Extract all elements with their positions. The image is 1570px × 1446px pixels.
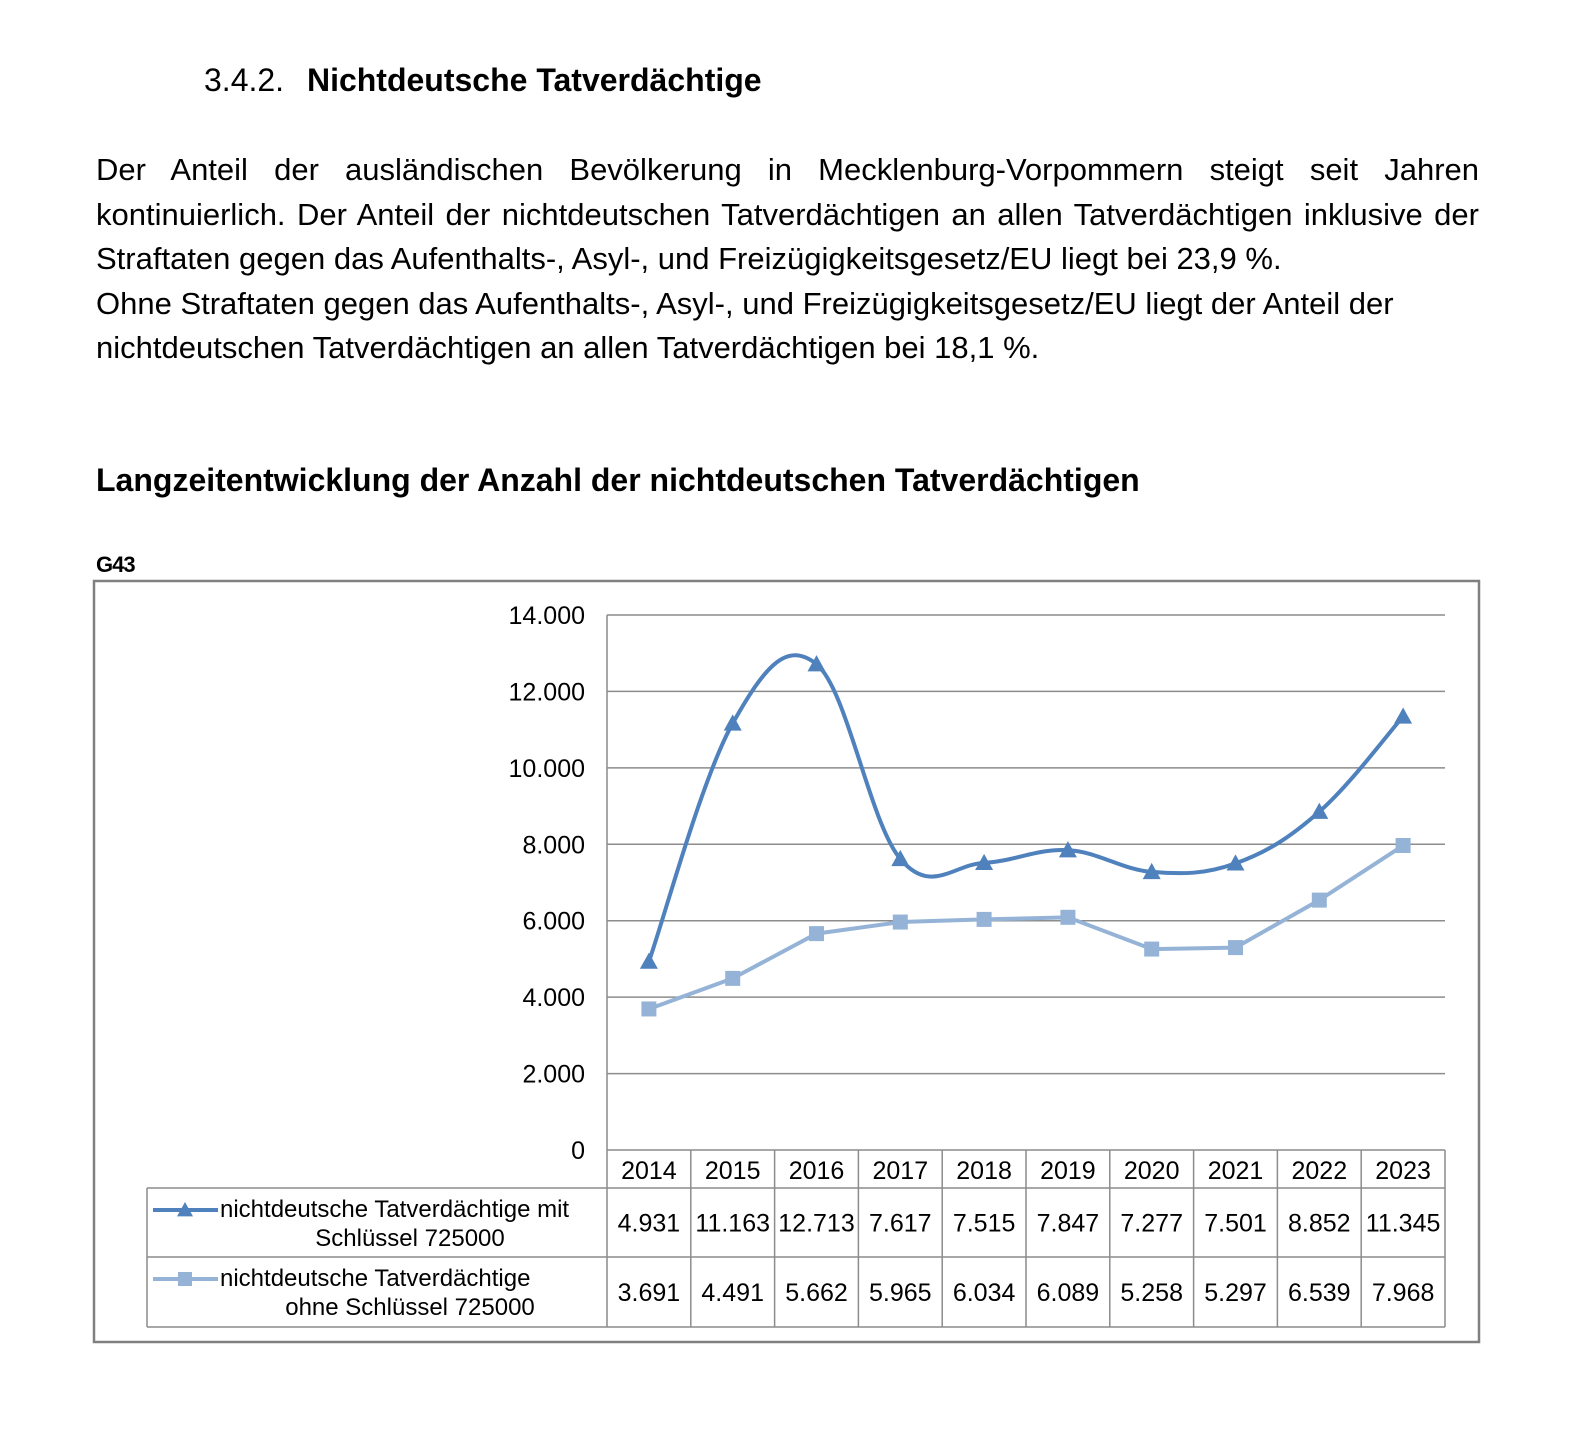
data-point-2: [1396, 838, 1411, 853]
table-value: 8.852: [1288, 1209, 1351, 1238]
table-value: 3.691: [617, 1279, 681, 1307]
y-tick-label: 4.000: [522, 984, 585, 1013]
table-value: 4.491: [701, 1279, 764, 1307]
x-tick-label: 2019: [1040, 1157, 1096, 1185]
y-tick-label: 0: [571, 1137, 585, 1165]
paragraph-foreign-share-excl: Ohne Straftaten gegen das Aufenthalts-, Asyl-, und Freizügigkeitsgesetz/EU liegt der Anteil der nichtdeutschen Tatverdächtigen an allen Tatverdächtigen bei 18,1 %.: [96, 285, 1394, 365]
table-value: 4.931: [617, 1209, 681, 1238]
table-value: 12.713: [778, 1209, 855, 1238]
data-point-2: [1060, 910, 1075, 925]
x-tick-label: 2014: [621, 1157, 677, 1185]
table-value: 7.515: [952, 1209, 1016, 1238]
x-tick-label: 2015: [704, 1157, 761, 1185]
table-value: 6.539: [1288, 1279, 1351, 1307]
data-point-1: [724, 714, 742, 730]
table-value: 11.163: [695, 1209, 771, 1238]
data-point-2: [1144, 942, 1159, 957]
legend-key-marker-2: [178, 1272, 192, 1286]
x-tick-label: 2016: [788, 1157, 845, 1185]
x-tick-label: 2022: [1291, 1157, 1348, 1185]
x-tick-label: 2021: [1207, 1157, 1264, 1185]
x-tick-label: 2023: [1375, 1157, 1431, 1185]
table-value: 5.297: [1204, 1279, 1267, 1307]
legend-label: ohne Schlüssel 725000: [285, 1294, 535, 1321]
table-value: 7.847: [1036, 1209, 1100, 1238]
legend-label: Schlüssel 725000: [315, 1225, 505, 1252]
data-point-2: [1312, 893, 1327, 908]
data-point-2: [641, 1001, 656, 1016]
figure-label: G43: [96, 552, 135, 577]
y-tick-label: 10.000: [508, 754, 585, 783]
chart-heading: Langzeitentwicklung der Anzahl der nichtdeutschen Tatverdächtigen: [96, 462, 1140, 498]
paragraph-foreign-share-incl: Der Anteil der ausländischen Bevölkerung in Mecklenburg-Vorpommern steigt seit Jahren kontinuierlich. Der Anteil der nichtdeutschen Tatverdächtigen an allen Tatverdächtigen inklusive der Straftaten gegen das Aufenthalts-, Asyl-, und Freizügigkeitsgesetz/EU liegt bei 23,9 %.: [96, 152, 1479, 276]
table-value: 7.501: [1204, 1209, 1267, 1238]
section-number: 3.4.2.: [204, 62, 285, 98]
table-value: 5.258: [1120, 1279, 1183, 1307]
table-value: 7.277: [1120, 1209, 1183, 1238]
data-point-2: [893, 915, 908, 930]
y-tick-label: 6.000: [522, 907, 585, 936]
table-value: 5.965: [869, 1279, 932, 1307]
data-point-2: [1228, 940, 1243, 955]
table-value: 7.968: [1371, 1279, 1435, 1307]
data-point-1: [640, 953, 658, 969]
series-line-2: [649, 846, 1403, 1009]
table-value: 11.345: [1365, 1209, 1441, 1238]
table-value: 6.089: [1036, 1279, 1100, 1307]
table-value: 7.617: [869, 1209, 932, 1238]
section-title: Nichtdeutsche Tatverdächtige: [306, 62, 762, 98]
x-tick-label: 2017: [872, 1157, 929, 1185]
y-tick-label: 12.000: [508, 678, 585, 707]
data-point-2: [809, 926, 824, 941]
legend-label: nichtdeutsche Tatverdächtige: [220, 1265, 531, 1292]
data-point-2: [977, 912, 992, 927]
data-point-1: [1394, 707, 1412, 723]
table-value: 5.662: [785, 1279, 848, 1307]
y-tick-label: 2.000: [522, 1060, 585, 1089]
legend-label: nichtdeutsche Tatverdächtige mit: [220, 1196, 570, 1223]
x-tick-label: 2018: [956, 1157, 1012, 1185]
y-tick-label: 8.000: [522, 831, 585, 860]
y-tick-label: 14.000: [508, 602, 585, 630]
x-tick-label: 2020: [1123, 1157, 1180, 1185]
table-value: 6.034: [952, 1279, 1016, 1307]
data-point-2: [725, 971, 740, 986]
